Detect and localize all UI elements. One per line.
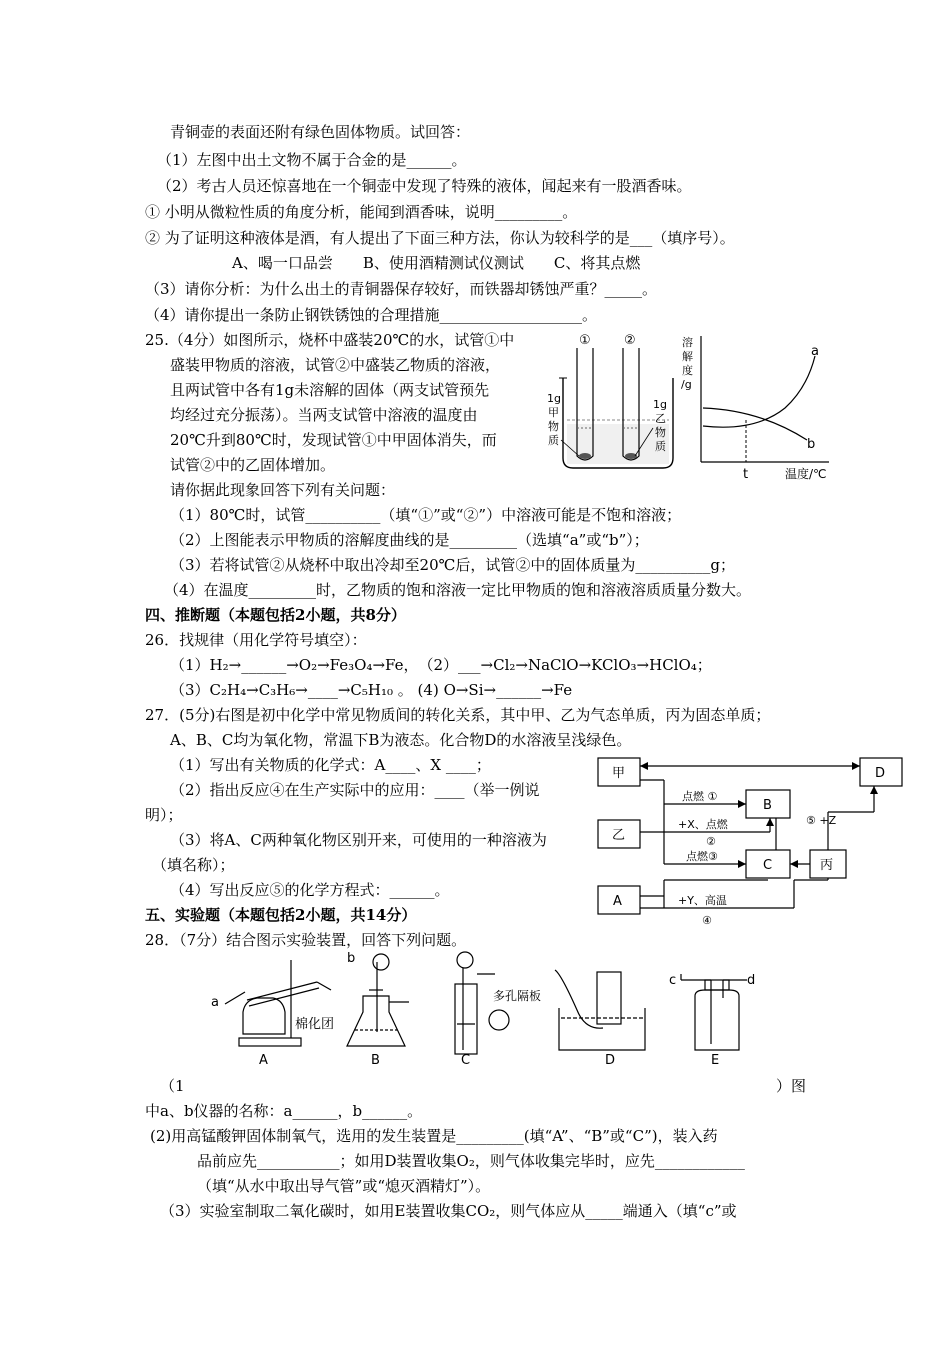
- tube1-label: ①: [579, 333, 591, 348]
- curve-a: [703, 356, 815, 427]
- y-axis-1: 溶: [682, 336, 693, 349]
- jia-label-4: 质: [548, 434, 559, 447]
- reaction-3: 点燃③: [686, 850, 718, 863]
- q27-part2b: 明）；: [145, 806, 183, 824]
- q24-part2: （2）考古人员还惊喜地在一个铜壶中发现了特殊的液体，闻起来有一股酒香味。: [157, 177, 692, 195]
- q25-line-3: 且两试管中各有1g未溶解的固体（两支试管预先: [170, 381, 490, 399]
- q25-line-6: 试管②中的乙固体增加。: [170, 456, 336, 474]
- x-axis-label: 温度/℃: [785, 467, 827, 481]
- label-a: a: [211, 995, 219, 1010]
- porous-plate-label: 多孔隔板: [493, 989, 542, 1003]
- q25-line-7: 请你据此现象回答下列有关问题：: [170, 481, 396, 499]
- q28-apparatus: [205, 950, 765, 1068]
- q26-line-1: （1）H₂→______→O₂→Fe₃O₄→Fe， （2）___→Cl₂→NaClO→KClO₃→HClO₄；: [170, 656, 712, 674]
- q27-part2a: （2）指出反应④在生产实际中的应用：____（举一例说: [170, 781, 540, 799]
- q28-part1-end: ）图: [776, 1077, 807, 1095]
- jia-label-2: 甲: [548, 406, 559, 419]
- q28-part1-start: （1: [160, 1077, 185, 1095]
- reaction-5: ⑤ +Z: [806, 814, 837, 827]
- node-jia: 甲: [612, 766, 626, 781]
- node-a: A: [613, 894, 622, 909]
- curve-b: [703, 408, 807, 440]
- yi-label-1: 1g: [653, 398, 667, 411]
- node-d: D: [875, 766, 886, 781]
- q27-line-1: 27．(5分)右图是初中化学中常见物质间的转化关系，其中甲、乙为气态单质，丙为固态单质；: [145, 706, 771, 724]
- y-axis-3: 度: [682, 364, 693, 377]
- reaction-2-num: ②: [706, 835, 716, 848]
- q26-title: 26．找规律（用化学符号填空）：: [145, 631, 367, 649]
- section-4-heading: 四、推断题（本题包括2小题，共8分）: [145, 606, 406, 624]
- node-yi: 乙: [612, 828, 626, 843]
- q28-part1-body: 中a、b仪器的名称：a______，b______。: [145, 1102, 423, 1120]
- apparatus-b: B: [371, 1053, 380, 1068]
- y-axis-4: /g: [681, 378, 692, 391]
- q27-line-2: A、B、C均为氧化物，常温下B为液态。化合物D的水溶液呈浅绿色。: [170, 731, 632, 749]
- q25-part4: （4）在温度_________时，乙物质的饱和溶液一定比甲物质的饱和溶液溶质质量分数大。: [164, 581, 752, 599]
- q27-part3b: （填名称）；: [152, 856, 235, 874]
- curve-a-label: a: [811, 344, 819, 359]
- q25-part1: （1）80℃时，试管__________（填“①”或“②”）中溶液可能是不饱和溶液；: [170, 506, 682, 524]
- reaction-4-num: ④: [702, 914, 712, 927]
- q28-part2c: （填“从水中取出导气管”或“熄灭酒精灯”）。: [197, 1177, 491, 1195]
- tube2-label: ②: [624, 333, 636, 348]
- q27-part3a: （3）将A、C两种氧化物区别开来，可使用的一种溶液为: [170, 831, 547, 849]
- node-bing: 丙: [820, 858, 834, 873]
- cotton-label: 棉化团: [295, 1017, 335, 1032]
- section-5-heading: 五、实验题（本题包括2小题，共14分）: [145, 906, 417, 924]
- q25-part2: （2）上图能表示甲物质的溶解度曲线的是_________（选填“a”或“b”）；: [170, 531, 649, 549]
- q28-part2a: (2)用高锰酸钾固体制氧气，选用的发生装置是_________(填“A”、“B”或“C”)，装入药: [150, 1127, 718, 1145]
- label-c: c: [669, 973, 677, 988]
- q26-line-2: （3）C₂H₄→C₃H₆→____→C₅H₁₀ 。 (4) O→Si→______→Fe: [170, 681, 573, 699]
- reaction-2-cond: +X、点燃: [678, 818, 728, 831]
- q25-line-1: 25.（4分）如图所示，烧杯中盛装20℃的水，试管①中: [145, 331, 515, 349]
- q25-line-2: 盛装甲物质的溶液，试管②中盛装乙物质的溶液，: [170, 356, 501, 374]
- yi-label-3: 物: [655, 426, 666, 439]
- q25-line-5: 20℃升到80℃时，发现试管①中甲固体消失，而: [170, 431, 497, 449]
- curve-b-label: b: [807, 437, 816, 452]
- q24-part2b: ② 为了证明这种液体是酒，有人提出了下面三种方法，你认为较科学的是___（填序号）。: [145, 229, 735, 247]
- q25-figure: [545, 328, 835, 484]
- q24-part3: （3）请你分析：为什么出土的青铜器保存较好，而铁器却锈蚀严重？_____。: [145, 280, 658, 298]
- q25-line-4: 均经过充分振荡）。当两支试管中溶液的温度由: [170, 406, 478, 424]
- q24-options: A、喝一口品尝 B、使用酒精测试仪测试 C、将其点燃: [232, 254, 641, 272]
- reaction-1: 点燃 ①: [682, 790, 718, 803]
- q28-part3: （3）实验室制取二氧化碳时，如用E装置收集CO₂，则气体应从_____端通入（填“c”或: [160, 1202, 737, 1220]
- apparatus-e: E: [711, 1053, 720, 1068]
- q25-part3: （3）若将试管②从烧杯中取出冷却至20℃后，试管②中的固体质量为__________g；: [170, 556, 736, 574]
- yi-label-4: 质: [655, 440, 666, 453]
- q27-diagram: [594, 752, 934, 932]
- q27-part1: （1）写出有关物质的化学式：A____、X ____；: [170, 756, 491, 774]
- label-d: d: [747, 973, 756, 988]
- node-b: B: [763, 798, 772, 813]
- q27-part4: （4）写出反应⑤的化学方程式：______。: [170, 881, 450, 899]
- apparatus-c: C: [461, 1053, 471, 1068]
- q24-intro: 青铜壶的表面还附有绿色固体物质。试回答：: [170, 123, 471, 141]
- q24-part4: （4）请你提出一条防止钢铁锈蚀的合理措施___________________。: [145, 306, 598, 324]
- t-label: t: [743, 467, 749, 482]
- q28-part2b: 品前应先___________；如用D装置收集O₂，则气体收集完毕时，应先____________: [197, 1152, 745, 1170]
- reaction-4-cond: +Y、高温: [678, 894, 727, 907]
- node-c: C: [763, 858, 773, 873]
- y-axis-2: 解: [682, 350, 693, 363]
- jia-label-1: 1g: [547, 392, 561, 405]
- apparatus-d: D: [605, 1053, 616, 1068]
- label-b: b: [347, 951, 356, 966]
- jia-label-3: 物: [548, 420, 559, 433]
- q28-title: 28．（7分）结合图示实验装置，回答下列问题。: [145, 931, 467, 949]
- q24-part1: （1）左图中出土文物不属于合金的是______。: [157, 151, 467, 169]
- q24-part2a: ① 小明从微粒性质的角度分析，能闻到酒香味，说明_________。: [145, 203, 578, 221]
- apparatus-a: A: [259, 1053, 268, 1068]
- yi-label-2: 乙: [655, 412, 666, 425]
